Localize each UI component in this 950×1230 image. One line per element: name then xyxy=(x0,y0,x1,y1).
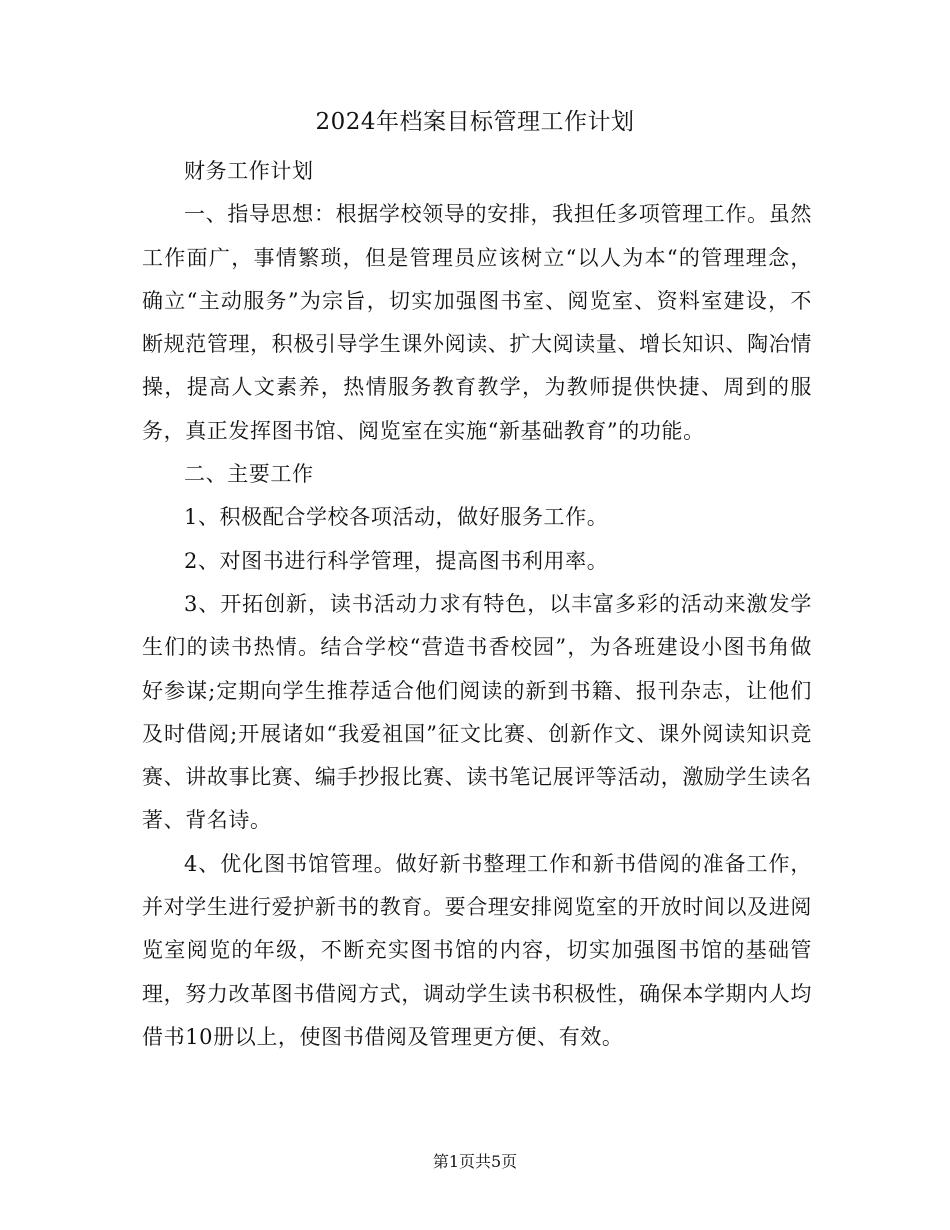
section-heading-main-work: 二、主要工作 xyxy=(184,462,314,487)
document-title: 2024年档案目标管理工作计划 xyxy=(315,109,635,135)
paragraph-item-1: 1、积极配合学校各项活动，做好服务工作。 xyxy=(184,505,609,530)
paragraph-guiding-ideology: 一、指导思想：根据学校领导的安排，我担任多项管理工作。虽然工作面广，事情繁琐，但是管理员应该树立“以人为本“的管理理念，确立“主动服务”为宗旨，切实加强图书室、阅览室、资料室建设，不断规范管理，积极引导学生课外阅读、扩大阅读量、增长知识、陶冶情操，提高人文素养，热情服务教育教学，为教师提供快捷、周到的服务，真正发挥图书馆、阅览室在实施“新基础教育”的功能。 xyxy=(142,202,812,443)
section-heading-finance-plan: 财务工作计划 xyxy=(184,159,314,183)
paragraph-item-2: 2、对图书进行科学管理，提高图书利用率。 xyxy=(184,548,609,573)
document-body xyxy=(142,150,812,1059)
paragraph-item-4: 4、优化图书馆管理。做好新书整理工作和新书借阅的准备工作，并对学生进行爱护新书的教育。要合理安排阅览室的开放时间以及进阅览室阅览的年级，不断充实图书馆的内容，切实加强图书馆的基础管理，努力改革图书借阅方式，调动学生读书积极性，确保本学期内人均借书10册以上，使图书借阅及管理更方便、有效。 xyxy=(142,851,812,1049)
page-number-footer: 第1页共5页 xyxy=(432,1152,518,1171)
paragraph-item-3: 3、开拓创新，读书活动力求有特色，以丰富多彩的活动来激发学生们的读书热情。结合学校“营造书香校园”，为各班建设小图书角做好参谋;定期向学生推荐适合他们阅读的新到书籍、报刊杂志，让他们及时借阅;开展诸如“我爱祖国”征文比赛、创新作文、课外阅读知识竞赛、讲故事比赛、编手抄报比赛、读书笔记展评等活动，激励学生读名著、背名诗。 xyxy=(142,591,812,833)
